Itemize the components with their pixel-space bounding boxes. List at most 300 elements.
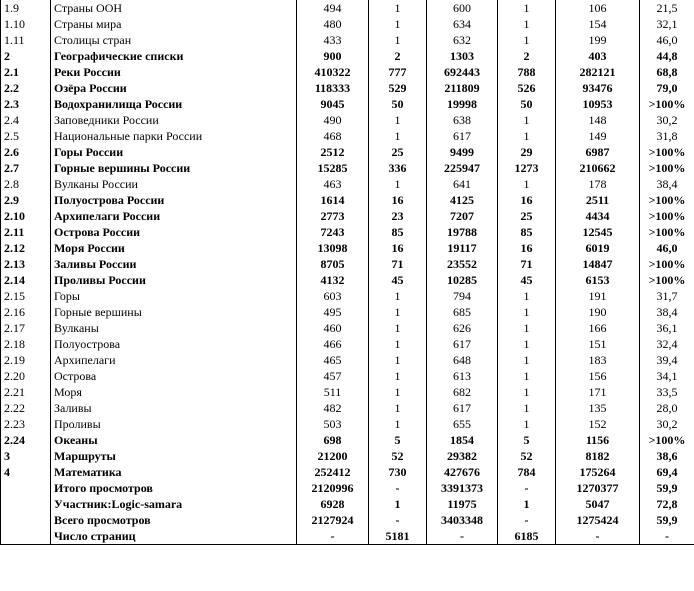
value-col-4: - bbox=[498, 512, 556, 528]
row-number: 2.5 bbox=[1, 128, 51, 144]
value-col-3: 648 bbox=[427, 352, 498, 368]
value-col-3: 685 bbox=[427, 304, 498, 320]
value-col-6: >100% bbox=[640, 208, 694, 224]
row-number: 2.4 bbox=[1, 112, 51, 128]
row-title: Страны мира bbox=[51, 16, 297, 32]
value-col-1: 118333 bbox=[297, 80, 369, 96]
value-col-3: - bbox=[427, 528, 498, 545]
row-number: 2.15 bbox=[1, 288, 51, 304]
value-col-5: 154 bbox=[556, 16, 640, 32]
value-col-6: 38,4 bbox=[640, 304, 694, 320]
value-col-5: 6019 bbox=[556, 240, 640, 256]
value-col-3: 4125 bbox=[427, 192, 498, 208]
value-col-6: >100% bbox=[640, 160, 694, 176]
value-col-6: 46,0 bbox=[640, 32, 694, 48]
row-number: 2.14 bbox=[1, 272, 51, 288]
value-col-4: 1 bbox=[498, 368, 556, 384]
row-number bbox=[1, 528, 51, 545]
value-col-1: 8705 bbox=[297, 256, 369, 272]
value-col-4: 1 bbox=[498, 176, 556, 192]
value-col-4: - bbox=[498, 480, 556, 496]
value-col-6: 33,5 bbox=[640, 384, 694, 400]
value-col-1: 2512 bbox=[297, 144, 369, 160]
row-title: Математика bbox=[51, 464, 297, 480]
value-col-3: 692443 bbox=[427, 64, 498, 80]
row-number: 2.16 bbox=[1, 304, 51, 320]
value-col-3: 19788 bbox=[427, 224, 498, 240]
value-col-6: 34,1 bbox=[640, 368, 694, 384]
value-col-6: - bbox=[640, 528, 694, 545]
value-col-2: 5 bbox=[369, 432, 427, 448]
value-col-4: 1 bbox=[498, 32, 556, 48]
value-col-6: 69,4 bbox=[640, 464, 694, 480]
row-title: Участник:Logic-samara bbox=[51, 496, 297, 512]
value-col-4: 1 bbox=[498, 320, 556, 336]
table-row bbox=[1, 304, 694, 320]
value-col-1: 480 bbox=[297, 16, 369, 32]
row-title: Заповедники России bbox=[51, 112, 297, 128]
value-col-3: 7207 bbox=[427, 208, 498, 224]
row-number: 2.9 bbox=[1, 192, 51, 208]
table-row bbox=[1, 48, 694, 64]
value-col-2: 16 bbox=[369, 192, 427, 208]
value-col-6: >100% bbox=[640, 192, 694, 208]
value-col-4: 1 bbox=[498, 496, 556, 512]
row-number: 3 bbox=[1, 448, 51, 464]
value-col-2: 1 bbox=[369, 16, 427, 32]
table-row bbox=[1, 272, 694, 288]
row-title: Архипелаги bbox=[51, 352, 297, 368]
row-title: Проливы России bbox=[51, 272, 297, 288]
table-row bbox=[1, 192, 694, 208]
table-row bbox=[1, 400, 694, 416]
row-title: Заливы bbox=[51, 400, 297, 416]
value-col-4: 788 bbox=[498, 64, 556, 80]
row-title: Горные вершины bbox=[51, 304, 297, 320]
value-col-1: 21200 bbox=[297, 448, 369, 464]
row-number: 2.13 bbox=[1, 256, 51, 272]
value-col-3: 655 bbox=[427, 416, 498, 432]
value-col-4: 1 bbox=[498, 416, 556, 432]
row-title: Океаны bbox=[51, 432, 297, 448]
row-number: 2.3 bbox=[1, 96, 51, 112]
value-col-2: 45 bbox=[369, 272, 427, 288]
value-col-6: >100% bbox=[640, 256, 694, 272]
value-col-1: 511 bbox=[297, 384, 369, 400]
value-col-2: 52 bbox=[369, 448, 427, 464]
value-col-3: 682 bbox=[427, 384, 498, 400]
value-col-5: 135 bbox=[556, 400, 640, 416]
value-col-5: - bbox=[556, 528, 640, 545]
value-col-5: 403 bbox=[556, 48, 640, 64]
row-number: 2.19 bbox=[1, 352, 51, 368]
row-title: Вулканы России bbox=[51, 176, 297, 192]
table-body bbox=[1, 0, 694, 545]
row-number: 2.11 bbox=[1, 224, 51, 240]
value-col-5: 199 bbox=[556, 32, 640, 48]
value-col-2: 1 bbox=[369, 32, 427, 48]
row-title: Страны ООН bbox=[51, 0, 297, 16]
row-title: Водохранилища России bbox=[51, 96, 297, 112]
row-title: Острова России bbox=[51, 224, 297, 240]
value-col-5: 93476 bbox=[556, 80, 640, 96]
value-col-6: 59,9 bbox=[640, 480, 694, 496]
value-col-6: 30,2 bbox=[640, 112, 694, 128]
value-col-6: 68,8 bbox=[640, 64, 694, 80]
table-row bbox=[1, 384, 694, 400]
value-col-1: 603 bbox=[297, 288, 369, 304]
value-col-6: 30,2 bbox=[640, 416, 694, 432]
value-col-4: 1 bbox=[498, 0, 556, 16]
value-col-4: 1 bbox=[498, 336, 556, 352]
value-col-4: 1273 bbox=[498, 160, 556, 176]
value-col-4: 1 bbox=[498, 384, 556, 400]
value-col-1: 463 bbox=[297, 176, 369, 192]
value-col-5: 5047 bbox=[556, 496, 640, 512]
value-col-4: 2 bbox=[498, 48, 556, 64]
value-col-4: 45 bbox=[498, 272, 556, 288]
table-row bbox=[1, 32, 694, 48]
row-number: 4 bbox=[1, 464, 51, 480]
row-title: Архипелаги России bbox=[51, 208, 297, 224]
row-title: Число страниц bbox=[51, 528, 297, 545]
value-col-4: 1 bbox=[498, 352, 556, 368]
row-number: 1.10 bbox=[1, 16, 51, 32]
value-col-2: 1 bbox=[369, 112, 427, 128]
value-col-4: 29 bbox=[498, 144, 556, 160]
table-row bbox=[1, 448, 694, 464]
value-col-1: 13098 bbox=[297, 240, 369, 256]
value-col-4: 784 bbox=[498, 464, 556, 480]
row-title: Озёра России bbox=[51, 80, 297, 96]
value-col-2: 1 bbox=[369, 352, 427, 368]
value-col-5: 6153 bbox=[556, 272, 640, 288]
row-title: Полуострова России bbox=[51, 192, 297, 208]
value-col-3: 1854 bbox=[427, 432, 498, 448]
value-col-4: 1 bbox=[498, 128, 556, 144]
value-col-4: 16 bbox=[498, 240, 556, 256]
table-row bbox=[1, 464, 694, 480]
row-title: Моря bbox=[51, 384, 297, 400]
value-col-3: 638 bbox=[427, 112, 498, 128]
value-col-2: 1 bbox=[369, 384, 427, 400]
value-col-2: 1 bbox=[369, 304, 427, 320]
value-col-2: 777 bbox=[369, 64, 427, 80]
value-col-1: 482 bbox=[297, 400, 369, 416]
row-title: Острова bbox=[51, 368, 297, 384]
value-col-4: 16 bbox=[498, 192, 556, 208]
value-col-1: 466 bbox=[297, 336, 369, 352]
value-col-2: 1 bbox=[369, 0, 427, 16]
value-col-3: 634 bbox=[427, 16, 498, 32]
table-row bbox=[1, 352, 694, 368]
value-col-5: 106 bbox=[556, 0, 640, 16]
row-number: 2.2 bbox=[1, 80, 51, 96]
value-col-5: 190 bbox=[556, 304, 640, 320]
value-col-3: 632 bbox=[427, 32, 498, 48]
value-col-6: >100% bbox=[640, 272, 694, 288]
value-col-3: 19117 bbox=[427, 240, 498, 256]
row-number: 2.22 bbox=[1, 400, 51, 416]
value-col-6: 46,0 bbox=[640, 240, 694, 256]
table-row bbox=[1, 112, 694, 128]
value-col-4: 1 bbox=[498, 112, 556, 128]
row-number: 2.6 bbox=[1, 144, 51, 160]
value-col-3: 23552 bbox=[427, 256, 498, 272]
value-col-5: 152 bbox=[556, 416, 640, 432]
value-col-4: 1 bbox=[498, 288, 556, 304]
row-title: Итого просмотров bbox=[51, 480, 297, 496]
value-col-5: 4434 bbox=[556, 208, 640, 224]
row-title: Горы bbox=[51, 288, 297, 304]
value-col-3: 617 bbox=[427, 400, 498, 416]
value-col-1: 410322 bbox=[297, 64, 369, 80]
row-number: 2.18 bbox=[1, 336, 51, 352]
value-col-5: 6987 bbox=[556, 144, 640, 160]
row-number bbox=[1, 480, 51, 496]
value-col-3: 225947 bbox=[427, 160, 498, 176]
table-row bbox=[1, 496, 694, 512]
value-col-6: 36,1 bbox=[640, 320, 694, 336]
value-col-3: 794 bbox=[427, 288, 498, 304]
table-row bbox=[1, 144, 694, 160]
value-col-5: 8182 bbox=[556, 448, 640, 464]
row-title: Национальные парки России bbox=[51, 128, 297, 144]
value-col-1: 698 bbox=[297, 432, 369, 448]
value-col-3: 19998 bbox=[427, 96, 498, 112]
row-number: 2.8 bbox=[1, 176, 51, 192]
value-col-3: 3391373 bbox=[427, 480, 498, 496]
table-row bbox=[1, 528, 694, 545]
value-col-4: 71 bbox=[498, 256, 556, 272]
value-col-1: 460 bbox=[297, 320, 369, 336]
value-col-1: 4132 bbox=[297, 272, 369, 288]
value-col-4: 5 bbox=[498, 432, 556, 448]
value-col-6: 79,0 bbox=[640, 80, 694, 96]
table-row bbox=[1, 320, 694, 336]
value-col-5: 2511 bbox=[556, 192, 640, 208]
row-number: 2 bbox=[1, 48, 51, 64]
value-col-6: 59,9 bbox=[640, 512, 694, 528]
value-col-5: 12545 bbox=[556, 224, 640, 240]
table-row bbox=[1, 432, 694, 448]
row-title: Всего просмотров bbox=[51, 512, 297, 528]
row-number: 2.7 bbox=[1, 160, 51, 176]
value-col-1: 433 bbox=[297, 32, 369, 48]
value-col-6: 31,8 bbox=[640, 128, 694, 144]
value-col-2: 1 bbox=[369, 368, 427, 384]
value-col-5: 1275424 bbox=[556, 512, 640, 528]
value-col-6: 32,1 bbox=[640, 16, 694, 32]
value-col-6: 28,0 bbox=[640, 400, 694, 416]
table-row bbox=[1, 368, 694, 384]
table-row bbox=[1, 160, 694, 176]
value-col-5: 1270377 bbox=[556, 480, 640, 496]
value-col-5: 183 bbox=[556, 352, 640, 368]
value-col-6: 31,7 bbox=[640, 288, 694, 304]
row-title: Столицы стран bbox=[51, 32, 297, 48]
value-col-3: 617 bbox=[427, 128, 498, 144]
value-col-1: 900 bbox=[297, 48, 369, 64]
value-col-3: 29382 bbox=[427, 448, 498, 464]
row-number: 2.1 bbox=[1, 64, 51, 80]
value-col-2: 1 bbox=[369, 288, 427, 304]
row-number: 2.17 bbox=[1, 320, 51, 336]
value-col-4: 1 bbox=[498, 400, 556, 416]
value-col-3: 617 bbox=[427, 336, 498, 352]
table-row bbox=[1, 208, 694, 224]
value-col-5: 175264 bbox=[556, 464, 640, 480]
row-title: Вулканы bbox=[51, 320, 297, 336]
table-row bbox=[1, 128, 694, 144]
value-col-1: 2127924 bbox=[297, 512, 369, 528]
value-col-5: 1156 bbox=[556, 432, 640, 448]
value-col-6: 72,8 bbox=[640, 496, 694, 512]
value-col-2: 71 bbox=[369, 256, 427, 272]
value-col-3: 211809 bbox=[427, 80, 498, 96]
value-col-3: 10285 bbox=[427, 272, 498, 288]
row-number: 1.11 bbox=[1, 32, 51, 48]
row-number: 2.12 bbox=[1, 240, 51, 256]
value-col-1: 465 bbox=[297, 352, 369, 368]
row-title: Проливы bbox=[51, 416, 297, 432]
table-row bbox=[1, 336, 694, 352]
value-col-1: 495 bbox=[297, 304, 369, 320]
table-row bbox=[1, 64, 694, 80]
value-col-5: 10953 bbox=[556, 96, 640, 112]
value-col-1: 2120996 bbox=[297, 480, 369, 496]
value-col-5: 210662 bbox=[556, 160, 640, 176]
value-col-2: 529 bbox=[369, 80, 427, 96]
value-col-2: 2 bbox=[369, 48, 427, 64]
value-col-2: 1 bbox=[369, 400, 427, 416]
value-col-6: >100% bbox=[640, 144, 694, 160]
value-col-1: 490 bbox=[297, 112, 369, 128]
value-col-3: 613 bbox=[427, 368, 498, 384]
row-number: 1.9 bbox=[1, 0, 51, 16]
table-row bbox=[1, 416, 694, 432]
value-col-6: 21,5 bbox=[640, 0, 694, 16]
value-col-6: 38,4 bbox=[640, 176, 694, 192]
value-col-1: 1614 bbox=[297, 192, 369, 208]
value-col-3: 3403348 bbox=[427, 512, 498, 528]
value-col-1: 494 bbox=[297, 0, 369, 16]
row-number: 2.20 bbox=[1, 368, 51, 384]
value-col-3: 600 bbox=[427, 0, 498, 16]
value-col-1: 15285 bbox=[297, 160, 369, 176]
value-col-6: 38,6 bbox=[640, 448, 694, 464]
value-col-3: 11975 bbox=[427, 496, 498, 512]
value-col-1: 9045 bbox=[297, 96, 369, 112]
row-number: 2.24 bbox=[1, 432, 51, 448]
value-col-4: 52 bbox=[498, 448, 556, 464]
value-col-1: - bbox=[297, 528, 369, 545]
value-col-1: 503 bbox=[297, 416, 369, 432]
row-number bbox=[1, 496, 51, 512]
table-row bbox=[1, 288, 694, 304]
value-col-2: 50 bbox=[369, 96, 427, 112]
value-col-2: 730 bbox=[369, 464, 427, 480]
value-col-5: 191 bbox=[556, 288, 640, 304]
table-row bbox=[1, 0, 694, 16]
value-col-5: 14847 bbox=[556, 256, 640, 272]
value-col-1: 252412 bbox=[297, 464, 369, 480]
value-col-3: 626 bbox=[427, 320, 498, 336]
value-col-5: 148 bbox=[556, 112, 640, 128]
table-row bbox=[1, 480, 694, 496]
value-col-3: 9499 bbox=[427, 144, 498, 160]
row-number bbox=[1, 512, 51, 528]
value-col-6: >100% bbox=[640, 96, 694, 112]
value-col-2: 23 bbox=[369, 208, 427, 224]
value-col-4: 526 bbox=[498, 80, 556, 96]
table-row bbox=[1, 224, 694, 240]
value-col-5: 178 bbox=[556, 176, 640, 192]
table-row bbox=[1, 512, 694, 528]
value-col-6: 32,4 bbox=[640, 336, 694, 352]
row-number: 2.23 bbox=[1, 416, 51, 432]
value-col-3: 427676 bbox=[427, 464, 498, 480]
row-title: Заливы России bbox=[51, 256, 297, 272]
value-col-2: 1 bbox=[369, 176, 427, 192]
value-col-6: 44,8 bbox=[640, 48, 694, 64]
value-col-2: 16 bbox=[369, 240, 427, 256]
value-col-2: 336 bbox=[369, 160, 427, 176]
row-number: 2.21 bbox=[1, 384, 51, 400]
value-col-4: 1 bbox=[498, 304, 556, 320]
table-row bbox=[1, 96, 694, 112]
row-title: Горные вершины России bbox=[51, 160, 297, 176]
value-col-3: 641 bbox=[427, 176, 498, 192]
value-col-4: 85 bbox=[498, 224, 556, 240]
value-col-1: 7243 bbox=[297, 224, 369, 240]
value-col-2: 1 bbox=[369, 320, 427, 336]
value-col-5: 166 bbox=[556, 320, 640, 336]
value-col-3: 1303 bbox=[427, 48, 498, 64]
value-col-1: 2773 bbox=[297, 208, 369, 224]
row-title: Полуострова bbox=[51, 336, 297, 352]
value-col-5: 149 bbox=[556, 128, 640, 144]
value-col-2: 1 bbox=[369, 496, 427, 512]
value-col-2: - bbox=[369, 480, 427, 496]
row-title: Реки России bbox=[51, 64, 297, 80]
value-col-2: 5181 bbox=[369, 528, 427, 545]
value-col-1: 6928 bbox=[297, 496, 369, 512]
value-col-2: 1 bbox=[369, 416, 427, 432]
value-col-4: 50 bbox=[498, 96, 556, 112]
table-row bbox=[1, 256, 694, 272]
value-col-2: 1 bbox=[369, 336, 427, 352]
value-col-5: 171 bbox=[556, 384, 640, 400]
value-col-1: 468 bbox=[297, 128, 369, 144]
value-col-2: 1 bbox=[369, 128, 427, 144]
value-col-1: 457 bbox=[297, 368, 369, 384]
value-col-2: 25 bbox=[369, 144, 427, 160]
table-row bbox=[1, 240, 694, 256]
row-title: Моря России bbox=[51, 240, 297, 256]
value-col-2: - bbox=[369, 512, 427, 528]
table-row bbox=[1, 16, 694, 32]
value-col-4: 25 bbox=[498, 208, 556, 224]
value-col-6: 39,4 bbox=[640, 352, 694, 368]
row-number: 2.10 bbox=[1, 208, 51, 224]
value-col-4: 1 bbox=[498, 16, 556, 32]
value-col-5: 151 bbox=[556, 336, 640, 352]
table-row bbox=[1, 176, 694, 192]
value-col-2: 85 bbox=[369, 224, 427, 240]
table-row bbox=[1, 80, 694, 96]
value-col-4: 6185 bbox=[498, 528, 556, 545]
